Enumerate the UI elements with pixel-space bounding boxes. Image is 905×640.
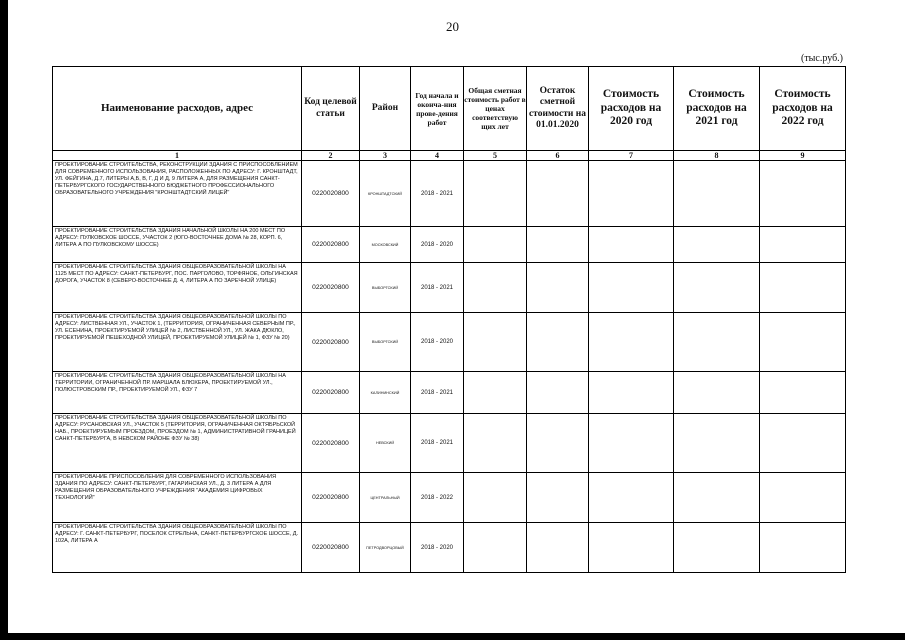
row-cost-2022 xyxy=(760,372,846,414)
row-region: НЕВСКИЙ xyxy=(360,414,411,473)
row-remaining-cost xyxy=(527,473,589,523)
row-remaining-cost xyxy=(527,263,589,313)
row-code: 0220020800 xyxy=(302,372,360,414)
row-total-cost xyxy=(464,263,527,313)
scan-bottom-border xyxy=(0,633,905,640)
row-years: 2018 - 2020 xyxy=(411,313,464,372)
row-years: 2018 - 2021 xyxy=(411,414,464,473)
row-years: 2018 - 2020 xyxy=(411,523,464,573)
row-cost-2020 xyxy=(589,161,674,227)
row-cost-2020 xyxy=(589,414,674,473)
header-cost-2022: Стоимость расходов на 2022 год xyxy=(760,67,846,151)
row-cost-2021 xyxy=(674,473,760,523)
row-years: 2018 - 2021 xyxy=(411,161,464,227)
row-remaining-cost xyxy=(527,313,589,372)
row-cost-2022 xyxy=(760,473,846,523)
row-cost-2022 xyxy=(760,414,846,473)
column-number: 3 xyxy=(360,151,411,161)
row-cost-2021 xyxy=(674,414,760,473)
row-total-cost xyxy=(464,161,527,227)
row-description: ПРОЕКТИРОВАНИЕ СТРОИТЕЛЬСТВА ЗДАНИЯ ОБЩЕОБРАЗОВАТЕЛЬНОЙ ШКОЛЫ НА 1125 МЕСТ ПО АДРЕСУ: САНКТ-ПЕТЕРБУРГ, ПОС. ПАРГОЛОВО, ТОРФЯНОЕ, ОЛЬГИНСКАЯ ДОРОГА, УЧАСТОК 8 (СЕВЕРО-ВОСТОЧНЕЕ Д. 4, ЛИТЕРА А ПО ЗАРЕЧНОЙ УЛИЦЕ) xyxy=(53,263,302,313)
column-number: 4 xyxy=(411,151,464,161)
row-total-cost xyxy=(464,372,527,414)
row-code: 0220020800 xyxy=(302,414,360,473)
row-years: 2018 - 2020 xyxy=(411,227,464,263)
row-region: ВЫБОРГСКИЙ xyxy=(360,313,411,372)
row-description: ПРОЕКТИРОВАНИЕ СТРОИТЕЛЬСТВА ЗДАНИЯ НАЧАЛЬНОЙ ШКОЛЫ НА 200 МЕСТ ПО АДРЕСУ: ПУЛКОВСКОЕ ШОССЕ, УЧАСТОК 2 (ЮГО-ВОСТОЧНЕЕ ДОМА № 28, КОРП. 6, ЛИТЕРА А ПО ПУЛКОВСКОМУ ШОССЕ) xyxy=(53,227,302,263)
row-code: 0220020800 xyxy=(302,473,360,523)
row-cost-2020 xyxy=(589,372,674,414)
row-region: ВЫБОРГСКИЙ xyxy=(360,263,411,313)
expenses-table xyxy=(52,66,846,573)
row-cost-2021 xyxy=(674,372,760,414)
row-cost-2020 xyxy=(589,523,674,573)
header-total-cost: Общая сметная стоимость работ в ценах соответствую щих лет xyxy=(464,67,527,151)
column-number: 8 xyxy=(674,151,760,161)
row-remaining-cost xyxy=(527,161,589,227)
row-cost-2022 xyxy=(760,263,846,313)
table-row xyxy=(53,227,846,263)
row-cost-2021 xyxy=(674,313,760,372)
row-cost-2022 xyxy=(760,161,846,227)
column-number: 2 xyxy=(302,151,360,161)
row-region: КАЛИНИНСКИЙ xyxy=(360,372,411,414)
row-cost-2020 xyxy=(589,263,674,313)
table-row xyxy=(53,473,846,523)
unit-label: (тыс.руб.) xyxy=(800,53,843,64)
table-row xyxy=(53,263,846,313)
column-number: 5 xyxy=(464,151,527,161)
row-code: 0220020800 xyxy=(302,523,360,573)
row-total-cost xyxy=(464,414,527,473)
row-cost-2020 xyxy=(589,227,674,263)
page-number: 20 xyxy=(446,19,459,34)
scan-left-border xyxy=(0,0,8,640)
row-years: 2018 - 2021 xyxy=(411,372,464,414)
row-region: ПЕТРОДВОРЦОВЫЙ xyxy=(360,523,411,573)
column-number: 7 xyxy=(589,151,674,161)
header-row xyxy=(53,67,846,151)
row-region: МОСКОВСКИЙ xyxy=(360,227,411,263)
header-name: Наименование расходов, адрес xyxy=(53,67,302,151)
row-cost-2020 xyxy=(589,313,674,372)
table-row xyxy=(53,372,846,414)
header-years: Год начала и оконча-ния прове-дения работ xyxy=(411,67,464,151)
row-description: ПРОЕКТИРОВАНИЕ ПРИСПОСОБЛЕНИЯ ДЛЯ СОВРЕМЕННОГО ИСПОЛЬЗОВАНИЯ ЗДАНИЯ ПО АДРЕСУ: САНКТ-ПЕТЕРБУРГ, ГАГАРИНСКАЯ УЛ., Д. 3 ЛИТЕРА А ДЛЯ РАЗМЕЩЕНИЯ ОБРАЗОВАТЕЛЬНОГО УЧРЕЖДЕНИЯ "АКАДЕМИЯ ЦИФРОВЫХ ТЕХНОЛОГИЙ" xyxy=(53,473,302,523)
row-cost-2021 xyxy=(674,523,760,573)
row-cost-2020 xyxy=(589,473,674,523)
row-code: 0220020800 xyxy=(302,263,360,313)
table-row xyxy=(53,523,846,573)
table-row xyxy=(53,414,846,473)
row-total-cost xyxy=(464,227,527,263)
header-region: Район xyxy=(360,67,411,151)
row-cost-2021 xyxy=(674,161,760,227)
row-description: ПРОЕКТИРОВАНИЕ СТРОИТЕЛЬСТВА, РЕКОНСТРУКЦИИ ЗДАНИЯ С ПРИСПОСОБЛЕНИЕМ ДЛЯ СОВРЕМЕННОГО ИСПОЛЬЗОВАНИЯ, РАСПОЛОЖЕННЫХ ПО АДРЕСУ: Г. КРОНШТАДТ, УЛ. ФЕЙГИНА, Д.7, ЛИТЕРЫ А,Б, В, Г, Д И Д, 9 ЛИТЕРА А, ДЛЯ РАЗМЕЩЕНИЯ САНКТ-ПЕТЕРБУРГСКОГО ГОСУДАРСТВЕННОГО БЮДЖЕТНОГО ПРОФЕССИОНАЛЬНОГО ОБРАЗОВАТЕЛЬНОГО УЧРЕЖДЕНИЯ "КРОНШТАДТСКИЙ ЛИЦЕЙ" xyxy=(53,161,302,227)
row-remaining-cost xyxy=(527,372,589,414)
row-description: ПРОЕКТИРОВАНИЕ СТРОИТЕЛЬСТВА ЗДАНИЯ ОБЩЕОБРАЗОВАТЕЛЬНОЙ ШКОЛЫ ПО АДРЕСУ: Г. САНКТ-ПЕТЕРБУРГ, ПОСЕЛОК СТРЕЛЬНА, САНКТ-ПЕТЕРБУРГСКОЕ ШОССЕ, Д. 102А, ЛИТЕРА А xyxy=(53,523,302,573)
row-code: 0220020800 xyxy=(302,161,360,227)
row-years: 2018 - 2022 xyxy=(411,473,464,523)
row-description: ПРОЕКТИРОВАНИЕ СТРОИТЕЛЬСТВА ЗДАНИЯ ОБЩЕОБРАЗОВАТЕЛЬНОЙ ШКОЛЫ ПО АДРЕСУ: ЛИСТВЕННАЯ УЛ., УЧАСТОК 1, (ТЕРРИТОРИЯ, ОГРАНИЧЕННАЯ СЕВЕРНЫМ ПР., УЛ. ЕСЕНИНА, ПРОЕКТИРУЕМОЙ УЛИЦЕЙ № 2, ЛИСТВЕННОЙ УЛ., УЛ. ЖАКА ДЮКЛО, ПРОЕКТИРУЕМОЙ ПЕШЕХОДНОЙ УЛИЦЕЙ, ПРОЕКТИРУЕМОЙ УЛИЦЕЙ № 1, ФЗУ № 20) xyxy=(53,313,302,372)
row-cost-2022 xyxy=(760,523,846,573)
row-cost-2022 xyxy=(760,313,846,372)
column-number: 9 xyxy=(760,151,846,161)
row-cost-2021 xyxy=(674,263,760,313)
row-region: КРОНШТАДТСКИЙ xyxy=(360,161,411,227)
header-cost-2021: Стоимость расходов на 2021 год xyxy=(674,67,760,151)
row-total-cost xyxy=(464,473,527,523)
row-total-cost xyxy=(464,313,527,372)
row-years: 2018 - 2021 xyxy=(411,263,464,313)
row-remaining-cost xyxy=(527,227,589,263)
table-row xyxy=(53,161,846,227)
row-description: ПРОЕКТИРОВАНИЕ СТРОИТЕЛЬСТВА ЗДАНИЯ ОБЩЕОБРАЗОВАТЕЛЬНОЙ ШКОЛЫ НА ТЕРРИТОРИИ, ОГРАНИЧЕННОЙ ПР. МАРШАЛА БЛЮХЕРА, ПРОЕКТИРУЕМОЙ УЛ., ПОЛЮСТРОВСКИМ ПР., ПРОЕКТИРУЕМОЙ УЛ., ФЗУ 7 xyxy=(53,372,302,414)
row-remaining-cost xyxy=(527,414,589,473)
row-code: 0220020800 xyxy=(302,313,360,372)
row-description: ПРОЕКТИРОВАНИЕ СТРОИТЕЛЬСТВА ЗДАНИЯ ОБЩЕОБРАЗОВАТЕЛЬНОЙ ШКОЛЫ ПО АДРЕСУ: РУСАНОВСКАЯ УЛ., УЧАСТОК 5 (ТЕРРИТОРИЯ, ОГРАНИЧЕННАЯ ОКТЯБРЬСКОЙ НАБ., ПРОЕКТИРУЕМЫМ ПРОЕЗДОМ, ПРОЕЗДОМ № 1, АДМИНИСТРАТИВНОЙ ГРАНИЦЕЙ САНКТ-ПЕТЕРБУРГА, В НЕВСКОМ РАЙОНЕ ФЗУ № 38) xyxy=(53,414,302,473)
header-remaining-cost: Остаток сметной стоимости на 01.01.2020 xyxy=(527,67,589,151)
row-cost-2021 xyxy=(674,227,760,263)
column-number: 1 xyxy=(53,151,302,161)
row-region: ЦЕНТРАЛЬНЫЙ xyxy=(360,473,411,523)
row-total-cost xyxy=(464,523,527,573)
table-row xyxy=(53,313,846,372)
row-remaining-cost xyxy=(527,523,589,573)
column-number: 6 xyxy=(527,151,589,161)
header-cost-2020: Стоимость расходов на 2020 год xyxy=(589,67,674,151)
row-code: 0220020800 xyxy=(302,227,360,263)
row-cost-2022 xyxy=(760,227,846,263)
header-code: Код целевой статьи xyxy=(302,67,360,151)
column-number-row xyxy=(53,151,846,161)
